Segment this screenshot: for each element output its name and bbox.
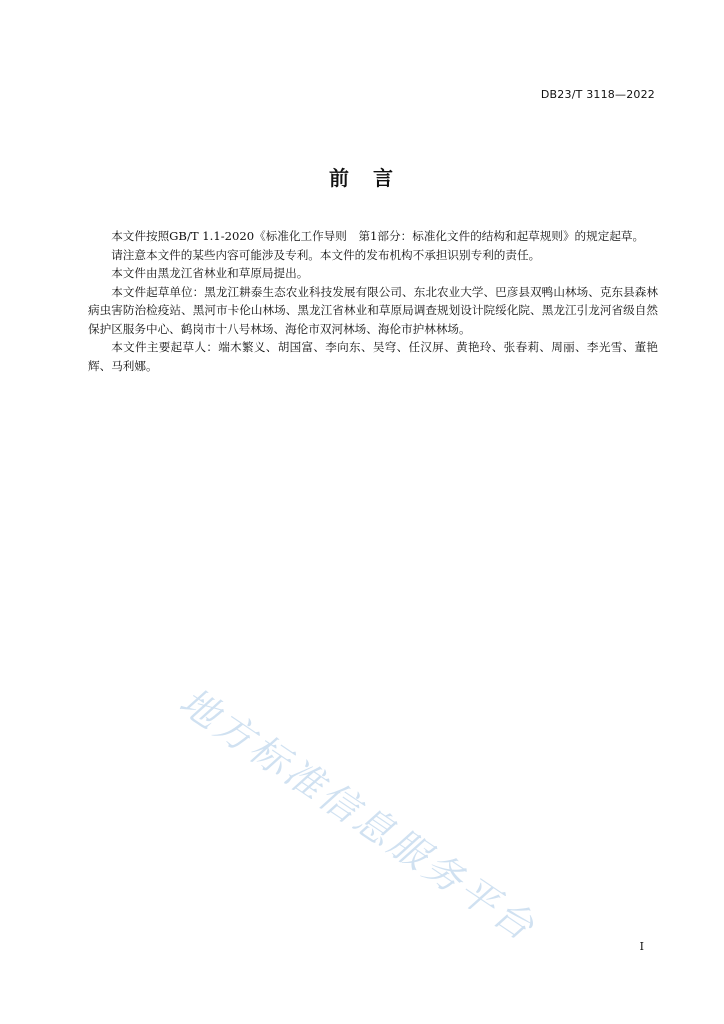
page-number: I [639,940,644,953]
foreword-body [88,227,658,375]
page-title: 前 言 [329,166,395,190]
paragraph-drafters: 本文件主要起草人：端木繁义、胡国富、李向东、吴穹、任汉屏、黄艳玲、张春莉、周丽、李光雪、董艳辉、马利娜。 [88,340,658,373]
paragraph-proposer: 本文件由黑龙江省林业和草原局提出。 [111,266,309,280]
standard-code: DB23/T 3118—2022 [540,88,655,101]
paragraph-patent-notice: 请注意本文件的某些内容可能涉及专利。本文件的发布机构不承担识别专利的责任。 [111,247,541,262]
paragraph-drafting-units: 本文件起草单位：黑龙江耕泰生态农业科技发展有限公司、东北农业大学、巴彦县双鸭山林场、克东县森林病虫害防治检疫站、黑河市卡伦山林场、黑龙江省林业和草原局调查规划设计院绥化院、黑龙江引龙河省级自然保护区服务中心、鹤岗市十八号林场、海伦市双河林场、海伦市护林林场。 [88,284,658,336]
watermark: 地方标准信息服务平台 [171,679,545,951]
paragraph-drafting-rules: 本文件按照GB/T 1.1-2020《标准化工作导则 第1部分：标准化文件的结构和起草规则》的规定起草。 [111,229,645,243]
